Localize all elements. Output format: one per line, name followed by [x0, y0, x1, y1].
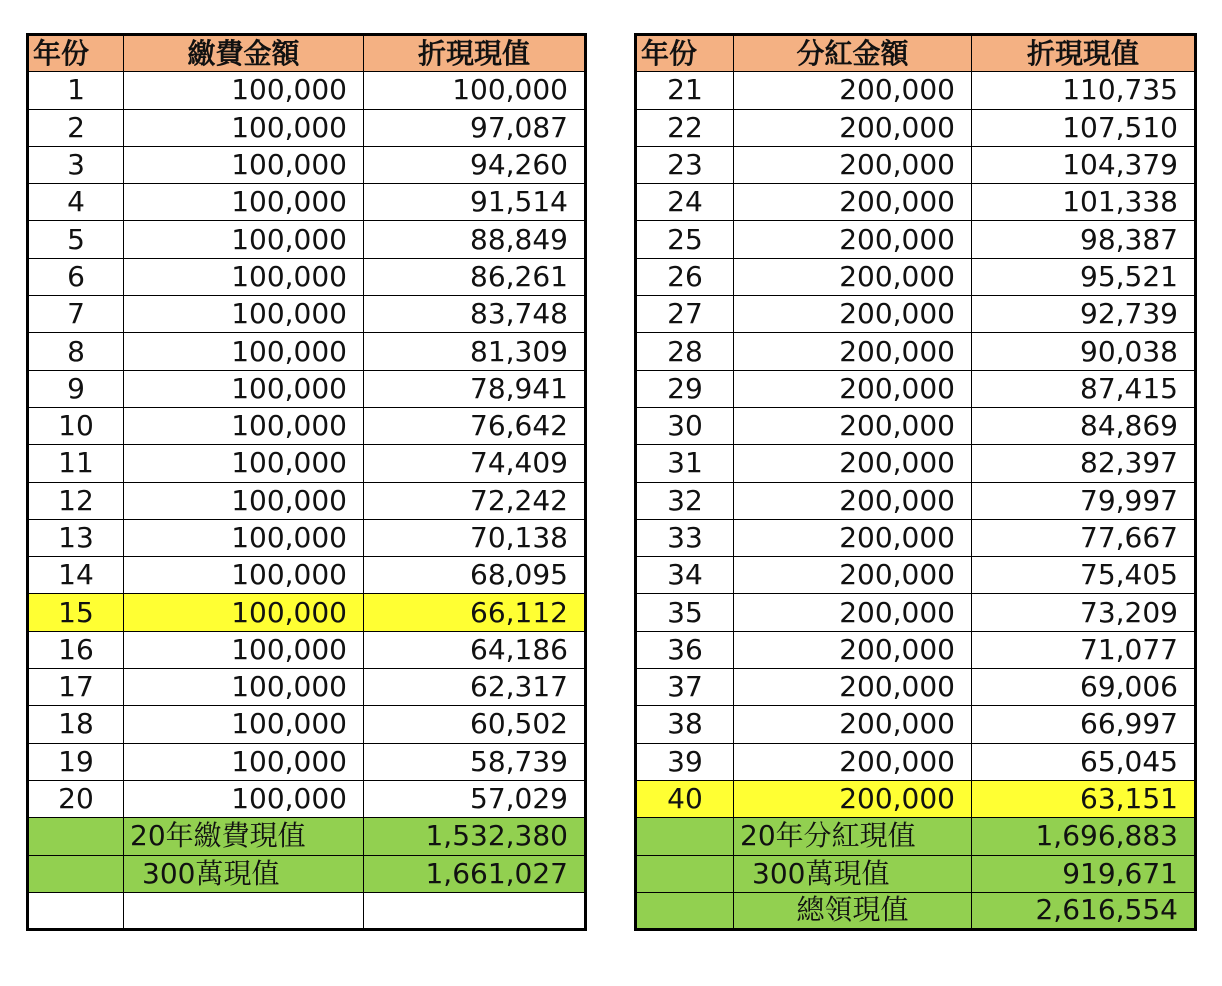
year-cell: 29 — [636, 370, 734, 407]
amount-cell: 100,000 — [124, 519, 364, 556]
header-row — [28, 35, 586, 72]
table-row — [636, 370, 1196, 407]
year-cell: 3 — [28, 146, 124, 183]
year-cell: 12 — [28, 482, 124, 519]
amount-cell: 200,000 — [734, 519, 972, 556]
table-row — [28, 780, 586, 817]
table-row — [28, 296, 586, 333]
table-row — [28, 706, 586, 743]
dividend-table — [634, 33, 1197, 931]
table-row — [28, 184, 586, 221]
table-row — [636, 109, 1196, 146]
table-row — [636, 743, 1196, 780]
table-row — [28, 146, 586, 183]
year-cell: 17 — [28, 669, 124, 706]
year-cell: 20 — [28, 780, 124, 817]
year-cell: 25 — [636, 221, 734, 258]
empty-cell — [124, 892, 364, 929]
table-row — [636, 407, 1196, 444]
amount-cell: 200,000 — [734, 594, 972, 631]
amount-cell: 200,000 — [734, 445, 972, 482]
year-cell: 33 — [636, 519, 734, 556]
present-value-cell: 60,502 — [364, 706, 586, 743]
year-cell: 22 — [636, 109, 734, 146]
header-present-value: 折現現值 — [364, 35, 586, 72]
summary-value: 1,532,380 — [364, 818, 586, 855]
table-row — [28, 594, 586, 631]
present-value-cell: 86,261 — [364, 258, 586, 295]
payment-table — [26, 33, 587, 931]
present-value-cell: 66,112 — [364, 594, 586, 631]
year-cell: 27 — [636, 296, 734, 333]
summary-label: 20年分紅現值 — [734, 818, 972, 855]
present-value-cell: 66,997 — [972, 706, 1196, 743]
amount-cell: 100,000 — [124, 221, 364, 258]
present-value-cell: 70,138 — [364, 519, 586, 556]
empty-cell — [364, 892, 586, 929]
amount-cell: 200,000 — [734, 780, 972, 817]
summary-empty-cell — [28, 818, 124, 855]
table-row — [636, 631, 1196, 668]
amount-cell: 100,000 — [124, 72, 364, 109]
table-row — [636, 706, 1196, 743]
present-value-cell: 75,405 — [972, 557, 1196, 594]
present-value-cell: 68,095 — [364, 557, 586, 594]
present-value-cell: 87,415 — [972, 370, 1196, 407]
table-row — [28, 743, 586, 780]
amount-cell: 200,000 — [734, 258, 972, 295]
amount-cell: 200,000 — [734, 407, 972, 444]
amount-cell: 200,000 — [734, 669, 972, 706]
summary-label: 20年繳費現值 — [124, 818, 364, 855]
present-value-cell: 69,006 — [972, 669, 1196, 706]
amount-cell: 200,000 — [734, 370, 972, 407]
amount-cell: 200,000 — [734, 482, 972, 519]
year-cell: 18 — [28, 706, 124, 743]
amount-cell: 100,000 — [124, 557, 364, 594]
present-value-cell: 92,739 — [972, 296, 1196, 333]
amount-cell: 200,000 — [734, 557, 972, 594]
year-cell: 13 — [28, 519, 124, 556]
table-row — [636, 258, 1196, 295]
year-cell: 39 — [636, 743, 734, 780]
table-row — [636, 482, 1196, 519]
summary-label: 總領現值 — [734, 892, 972, 929]
table-row — [28, 72, 586, 109]
table-row — [28, 557, 586, 594]
amount-cell: 100,000 — [124, 407, 364, 444]
table-row — [636, 594, 1196, 631]
year-cell: 6 — [28, 258, 124, 295]
amount-cell: 200,000 — [734, 296, 972, 333]
summary-row — [28, 818, 586, 855]
table-row — [636, 519, 1196, 556]
table-row — [28, 333, 586, 370]
present-value-cell: 101,338 — [972, 184, 1196, 221]
year-cell: 2 — [28, 109, 124, 146]
amount-cell: 100,000 — [124, 146, 364, 183]
table-row — [636, 72, 1196, 109]
summary-value: 2,616,554 — [972, 892, 1196, 929]
amount-cell: 100,000 — [124, 669, 364, 706]
present-value-cell: 63,151 — [972, 780, 1196, 817]
present-value-cell: 104,379 — [972, 146, 1196, 183]
table-row — [28, 370, 586, 407]
year-cell: 10 — [28, 407, 124, 444]
year-cell: 14 — [28, 557, 124, 594]
table-row — [28, 519, 586, 556]
present-value-cell: 58,739 — [364, 743, 586, 780]
summary-label: 300萬現值 — [124, 855, 364, 892]
empty-row — [28, 892, 586, 929]
amount-cell: 200,000 — [734, 333, 972, 370]
table-row — [28, 407, 586, 444]
year-cell: 38 — [636, 706, 734, 743]
present-value-cell: 91,514 — [364, 184, 586, 221]
summary-empty-cell — [636, 855, 734, 892]
year-cell: 31 — [636, 445, 734, 482]
year-cell: 19 — [28, 743, 124, 780]
amount-cell: 100,000 — [124, 333, 364, 370]
amount-cell: 100,000 — [124, 370, 364, 407]
present-value-cell: 84,869 — [972, 407, 1196, 444]
year-cell: 36 — [636, 631, 734, 668]
summary-value: 1,661,027 — [364, 855, 586, 892]
year-cell: 30 — [636, 407, 734, 444]
header-row — [636, 35, 1196, 72]
table-row — [28, 669, 586, 706]
amount-cell: 100,000 — [124, 482, 364, 519]
year-cell: 28 — [636, 333, 734, 370]
amount-cell: 200,000 — [734, 184, 972, 221]
present-value-cell: 110,735 — [972, 72, 1196, 109]
year-cell: 26 — [636, 258, 734, 295]
amount-cell: 200,000 — [734, 146, 972, 183]
table-row — [636, 333, 1196, 370]
year-cell: 15 — [28, 594, 124, 631]
year-cell: 32 — [636, 482, 734, 519]
present-value-cell: 65,045 — [972, 743, 1196, 780]
table-row — [28, 221, 586, 258]
amount-cell: 100,000 — [124, 706, 364, 743]
present-value-cell: 82,397 — [972, 445, 1196, 482]
year-cell: 9 — [28, 370, 124, 407]
header-present-value: 折現現值 — [972, 35, 1196, 72]
table-row — [28, 482, 586, 519]
present-value-cell: 57,029 — [364, 780, 586, 817]
empty-cell — [28, 892, 124, 929]
summary-row — [636, 892, 1196, 929]
present-value-cell: 81,309 — [364, 333, 586, 370]
amount-cell: 100,000 — [124, 109, 364, 146]
table-row — [636, 184, 1196, 221]
summary-empty-cell — [636, 892, 734, 929]
present-value-cell: 78,941 — [364, 370, 586, 407]
present-value-cell: 88,849 — [364, 221, 586, 258]
amount-cell: 200,000 — [734, 72, 972, 109]
present-value-cell: 79,997 — [972, 482, 1196, 519]
summary-row — [636, 818, 1196, 855]
year-cell: 34 — [636, 557, 734, 594]
summary-empty-cell — [28, 855, 124, 892]
present-value-cell: 74,409 — [364, 445, 586, 482]
table-row — [636, 296, 1196, 333]
summary-row — [28, 855, 586, 892]
present-value-cell: 72,242 — [364, 482, 586, 519]
present-value-cell: 64,186 — [364, 631, 586, 668]
table-row — [28, 445, 586, 482]
amount-cell: 100,000 — [124, 296, 364, 333]
year-cell: 1 — [28, 72, 124, 109]
present-value-cell: 77,667 — [972, 519, 1196, 556]
year-cell: 24 — [636, 184, 734, 221]
present-value-cell: 95,521 — [972, 258, 1196, 295]
amount-cell: 100,000 — [124, 445, 364, 482]
present-value-cell: 76,642 — [364, 407, 586, 444]
present-value-cell: 94,260 — [364, 146, 586, 183]
header-payment: 繳費金額 — [124, 35, 364, 72]
amount-cell: 200,000 — [734, 221, 972, 258]
table-row — [636, 780, 1196, 817]
amount-cell: 200,000 — [734, 706, 972, 743]
present-value-cell: 73,209 — [972, 594, 1196, 631]
year-cell: 35 — [636, 594, 734, 631]
year-cell: 7 — [28, 296, 124, 333]
amount-cell: 100,000 — [124, 184, 364, 221]
summary-label: 300萬現值 — [734, 855, 972, 892]
amount-cell: 100,000 — [124, 258, 364, 295]
table-row — [636, 146, 1196, 183]
summary-empty-cell — [636, 818, 734, 855]
table-row — [636, 669, 1196, 706]
amount-cell: 100,000 — [124, 780, 364, 817]
year-cell: 5 — [28, 221, 124, 258]
table-row — [636, 557, 1196, 594]
amount-cell: 100,000 — [124, 631, 364, 668]
header-dividend: 分紅金額 — [734, 35, 972, 72]
year-cell: 23 — [636, 146, 734, 183]
amount-cell: 100,000 — [124, 594, 364, 631]
header-year: 年份 — [636, 35, 734, 72]
year-cell: 4 — [28, 184, 124, 221]
year-cell: 8 — [28, 333, 124, 370]
year-cell: 16 — [28, 631, 124, 668]
table-row — [28, 258, 586, 295]
amount-cell: 200,000 — [734, 743, 972, 780]
year-cell: 11 — [28, 445, 124, 482]
present-value-cell: 100,000 — [364, 72, 586, 109]
present-value-cell: 71,077 — [972, 631, 1196, 668]
present-value-cell: 98,387 — [972, 221, 1196, 258]
header-year: 年份 — [28, 35, 124, 72]
summary-row — [636, 855, 1196, 892]
table-row — [636, 221, 1196, 258]
year-cell: 37 — [636, 669, 734, 706]
amount-cell: 100,000 — [124, 743, 364, 780]
year-cell: 40 — [636, 780, 734, 817]
present-value-cell: 90,038 — [972, 333, 1196, 370]
table-row — [28, 631, 586, 668]
amount-cell: 200,000 — [734, 631, 972, 668]
table-row — [636, 445, 1196, 482]
summary-value: 1,696,883 — [972, 818, 1196, 855]
present-value-cell: 107,510 — [972, 109, 1196, 146]
present-value-cell: 62,317 — [364, 669, 586, 706]
amount-cell: 200,000 — [734, 109, 972, 146]
present-value-cell: 97,087 — [364, 109, 586, 146]
present-value-cell: 83,748 — [364, 296, 586, 333]
table-row — [28, 109, 586, 146]
year-cell: 21 — [636, 72, 734, 109]
summary-value: 919,671 — [972, 855, 1196, 892]
